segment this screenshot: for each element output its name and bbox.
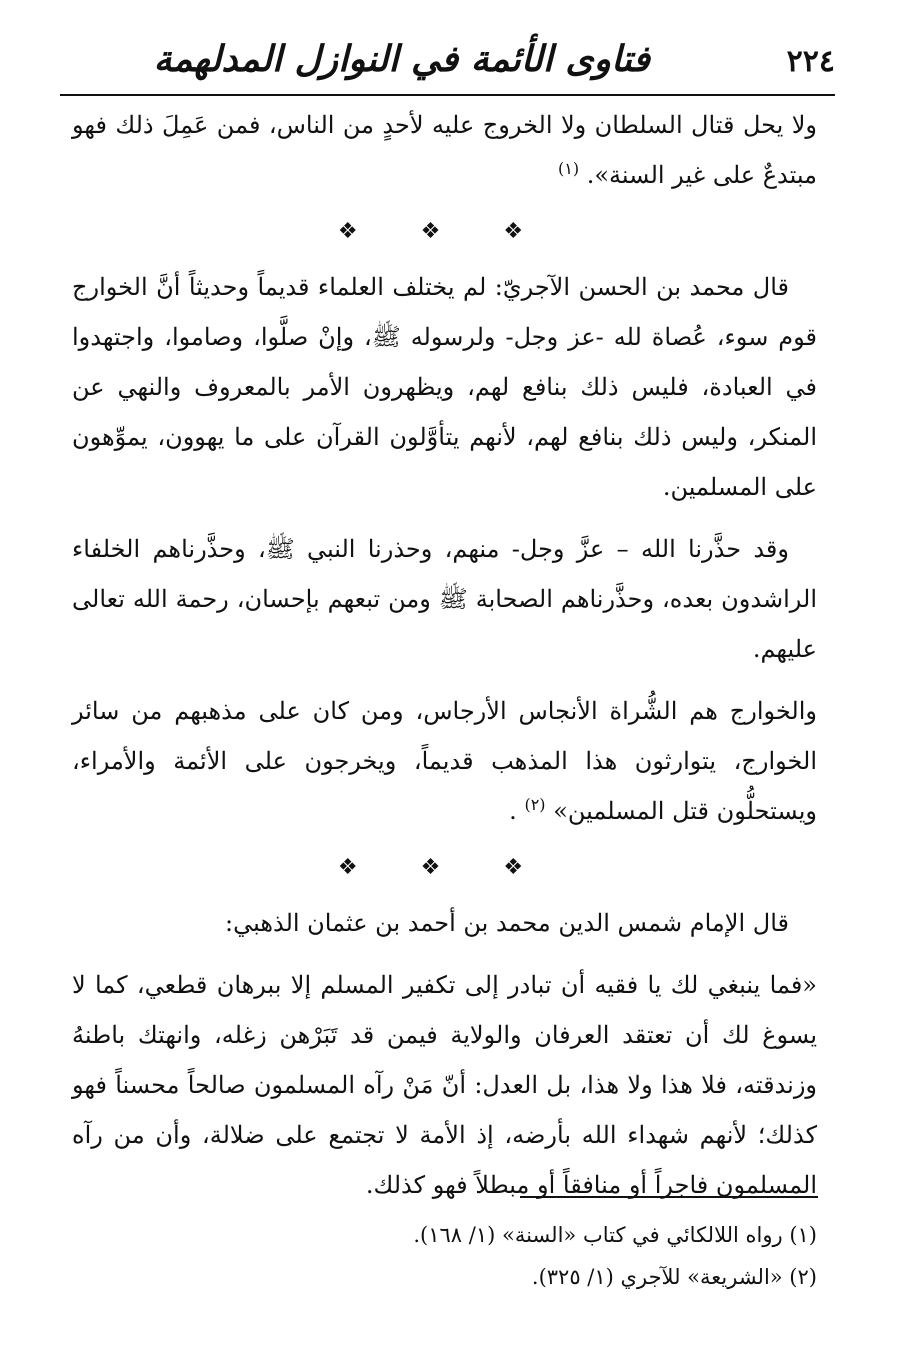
paragraph-3 <box>72 524 817 674</box>
running-title: فتاوى الأئمة في النوازل المدلهمة <box>153 38 650 80</box>
paragraph-tail: . <box>509 797 517 825</box>
paragraph-text: قال الإمام شمس الدين محمد بن أحمد بن عثمان الذهبي: <box>224 909 789 937</box>
paragraph-text: ولا يحل قتال السلطان ولا الخروج عليه لأحدٍ من الناس، فمن عَمِلَ ذلك فهو مبتدعٌ على غير السنة». <box>72 111 817 189</box>
page-header <box>60 38 835 98</box>
footnotes <box>72 1214 817 1298</box>
section-separator-1: ❖ ❖ ❖ <box>337 219 552 244</box>
paragraph-text: «فما ينبغي لك يا فقيه أن تبادر إلى تكفير المسلم إلا ببرهان قطعي، كما لا يسوغ لك أن تعتقد العرفان والولاية فيمن قد تَبَرْهن زغله، وانهتك باطنهُ وزندقته، فلا هذا ولا هذا، بل العدل: أنّ مَنْ رآه المسلمون صالحاً محسناً فهو كذلك؛ لأنهم شهداء الله بأرضه، إذ الأمة لا تجتمع على ضلالة، وأن من رآه المسلمون فاجراً أو منافقاً أو مبطلاً فهو كذلك. <box>72 971 817 1199</box>
paragraph-6 <box>72 960 817 1210</box>
paragraph-4 <box>72 686 817 836</box>
section-separator-2: ❖ ❖ ❖ <box>337 855 552 880</box>
footnote-1: (١) رواه اللالكائي في كتاب «السنة» (١/ ١٦٨). <box>413 1223 817 1247</box>
header-rule <box>60 94 835 96</box>
page-number: ٢٢٤ <box>786 44 835 79</box>
paragraph-text: والخوارج هم الشُّراة الأنجاس الأرجاس، ومن كان على مذهبهم من سائر الخوارج، يتوارثون هذا المذهب قديماً، ويخرجون على الأئمة والأمراء، ويستحلُّون قتل المسلمين» <box>72 697 817 825</box>
paragraph-1 <box>72 100 817 200</box>
footnote-ref-1: (١) <box>558 159 580 178</box>
main-text <box>72 100 817 1222</box>
footnote-ref-2: (٢) <box>524 795 546 814</box>
paragraph-5 <box>72 898 817 948</box>
paragraph-text: وقد حذَّرنا الله – عزَّ وجل- منهم، وحذرنا النبي ﷺ، وحذَّرناهم الخلفاء الراشدون بعده، وحذَّرناهم الصحابة ﷺ ومن تبعهم بإحسان، رحمة الله تعالى عليهم. <box>72 535 817 663</box>
footnote-2: (٢) «الشريعة» للآجري (١/ ٣٢٥). <box>531 1265 817 1289</box>
footnote-rule <box>520 1196 818 1198</box>
paragraph-text: قال محمد بن الحسن الآجريّ: لم يختلف العلماء قديماً وحديثاً أنَّ الخوارج قوم سوء، عُصاة لله -عز وجل- ولرسوله ﷺ، وإنْ صلَّوا، وصاموا، واجتهدوا في العبادة، فليس ذلك بنافع لهم، ويظهرون الأمر بالمعروف والنهي عن المنكر، وليس ذلك بنافع لهم، لأنهم يتأوَّلون القرآن على ما يهوون، يموِّهون على المسلمين. <box>72 273 817 501</box>
paragraph-2 <box>72 262 817 512</box>
